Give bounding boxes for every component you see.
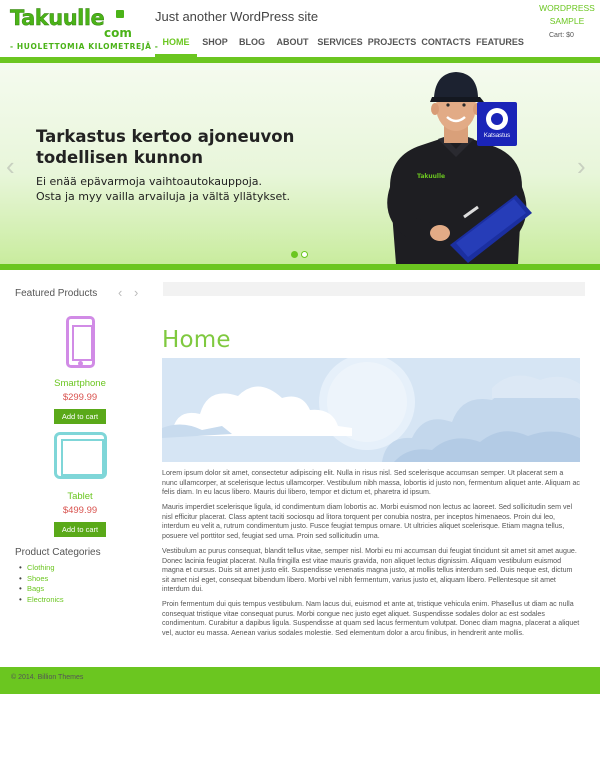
katsastus-badge	[477, 102, 517, 146]
add-to-cart-button[interactable]: Add to cart	[54, 409, 106, 424]
slide-subtitle-line2: Osta ja myy vailla arvailuja ja vältä yllätykset.	[36, 190, 291, 203]
wordpress-sample-link[interactable]	[534, 2, 600, 28]
shirt-logo-text: Takuulle	[417, 173, 446, 180]
slide-title-line2: todellisen kunnon	[36, 148, 203, 167]
smartphone-icon[interactable]	[66, 316, 95, 368]
category-shoes[interactable]: • Shoes	[19, 574, 64, 585]
nav-about[interactable]: ABOUT	[276, 37, 309, 47]
slide-title	[36, 126, 336, 168]
katsastus-label: Katsastus	[483, 133, 511, 139]
product-price: $299.99	[62, 392, 98, 403]
nav-blog[interactable]: BLOG	[239, 37, 265, 47]
nav-contacts[interactable]: CONTACTS	[421, 37, 471, 47]
page-title: Home	[162, 327, 231, 353]
category-electronics[interactable]: • Electronics	[19, 595, 64, 606]
site-footer	[0, 667, 600, 694]
product-categories-title: Product Categories	[15, 547, 101, 558]
slider-dot-2[interactable]	[301, 251, 308, 258]
site-header	[0, 0, 600, 58]
katsastus-logo-icon	[486, 108, 508, 130]
hero-slider	[0, 63, 600, 264]
slider-dot-1[interactable]	[291, 251, 298, 258]
product-name[interactable]: Smartphone	[54, 378, 106, 389]
site-logo[interactable]	[8, 6, 159, 54]
product-price: $499.99	[62, 505, 98, 516]
clouds-image	[162, 358, 580, 462]
logo-dot	[116, 10, 124, 18]
slide-subtitle	[36, 174, 356, 204]
logo-com: com	[104, 26, 132, 40]
slider-next-icon[interactable]: ›	[577, 151, 586, 181]
nav-services[interactable]: SERVICES	[317, 37, 363, 47]
site-tagline: Just another WordPress site	[155, 9, 319, 24]
product-tablet	[40, 491, 120, 537]
content-paragraph: Lorem ipsum dolor sit amet, consectetur adipiscing elit. Nulla in risus nisl. Sed scelerisque accumsan semper. Ut placerat sem a nunc ullamcorper, at scelerisque lectus ullamcorper. Vestibulum nibh massa, lobortis id justo non, fermentum aliquet ante. Aliquam ac felis diam. In eu lacus libero. Mauris dui libero, tempor et dictum et, pharetra id ipsum.	[162, 469, 580, 497]
slider-prev-icon[interactable]: ‹	[6, 151, 15, 181]
slider-divider	[0, 264, 600, 270]
slide-subtitle-line1: Ei enää epävarmoja vaihtoautokauppoja.	[36, 175, 262, 188]
featured-prev-icon[interactable]: ‹	[118, 285, 123, 300]
featured-products-title: Featured Products	[15, 288, 98, 299]
content-paragraph: Proin fermentum dui quis tempus vestibulum. Nam lacus dui, euismod et ante at, tristique vehicula enim. Phasellus ut diam ac nulla consequat tristique vitae consequat purus. Morbi congue nec justo eget aliquet. Suspendisse sodales dolor ac est sodales condimentum. Curabitur a dapibus ligula. Suspendisse at quam sed lacus fermentum volutpat. Donec diam magna, placerat a aliquet vel, auctor eu massa. Aenean varius sodales molestie. Sed elementum dolor a arcu finibus, in hendrerit ante mollis.	[162, 600, 580, 638]
logo-text: Takuulle	[10, 6, 105, 30]
wordpress-sample-line2: SAMPLE	[549, 16, 585, 26]
main-nav	[155, 31, 526, 57]
category-clothing[interactable]: • Clothing	[19, 563, 64, 574]
logo-tagline: - HUOLETTOMIA KILOMETREJÄ -	[10, 42, 159, 51]
nav-shop[interactable]: SHOP	[202, 37, 228, 47]
product-categories-list	[19, 563, 64, 605]
product-smartphone	[40, 378, 120, 424]
slide-title-line1: Tarkastus kertoo ajoneuvon	[36, 127, 295, 146]
page-content	[162, 469, 580, 644]
category-bags[interactable]: • Bags	[19, 584, 64, 595]
slider-pagination	[291, 251, 308, 258]
footer-copyright: © 2014. Billion Themes	[11, 674, 84, 681]
content-top-strip	[163, 282, 585, 296]
nav-projects[interactable]: PROJECTS	[367, 37, 417, 47]
product-name[interactable]: Tablet	[67, 491, 93, 502]
nav-features[interactable]: FEATURES	[476, 37, 524, 47]
content-paragraph: Mauris imperdiet scelerisque ligula, id condimentum diam lobortis ac. Morbi euismod non lectus ac laoreet. Sed sollicitudin sem vel nisl efficitur placerat. Class aptent taciti sociosqu ad litora torquent per conubia nostra, per inceptos himenaeos. Proin dui leo, interdum eu velit a, rutrum condimentum justo. Fusce feugiat tempus ornare. Ut ultricies aliquet scelerisque. Etiam magna tellus, posuere vel porttitor sed, feugiat sed urna. Proin sed sollicitudin urna.	[162, 503, 573, 540]
wordpress-sample-line1: WORDPRESS	[539, 3, 595, 13]
tablet-icon[interactable]	[54, 432, 107, 479]
nav-home[interactable]: HOME	[155, 31, 197, 57]
add-to-cart-button[interactable]: Add to cart	[54, 522, 106, 537]
mechanic-photo	[376, 67, 536, 264]
content-paragraph: Vestibulum ac purus consequat, blandit tellus vitae, semper nisl. Morbi eu mi accumsan dui feugiat tincidunt sit amet sit amet augue. Donec lacinia feugiat placerat. Nulla fringilla est vitae mauris gravida, non aliquet lectus dignissim. Aliquam vestibulum euismod magna et cursus. Duis sit amet justo elit. Suspendisse venenatis magna justo, at mollis tellus interdum sed. Duis neque est, dictum sit amet nisl eget, consequat bibendum libero. Morbi vel nibh fermentum, varius justo et, aliquam libero. Pellentesque sit amet interdum dui.	[162, 546, 577, 594]
cart-link[interactable]: Cart: $0	[549, 32, 574, 39]
featured-next-icon[interactable]: ›	[134, 285, 139, 300]
